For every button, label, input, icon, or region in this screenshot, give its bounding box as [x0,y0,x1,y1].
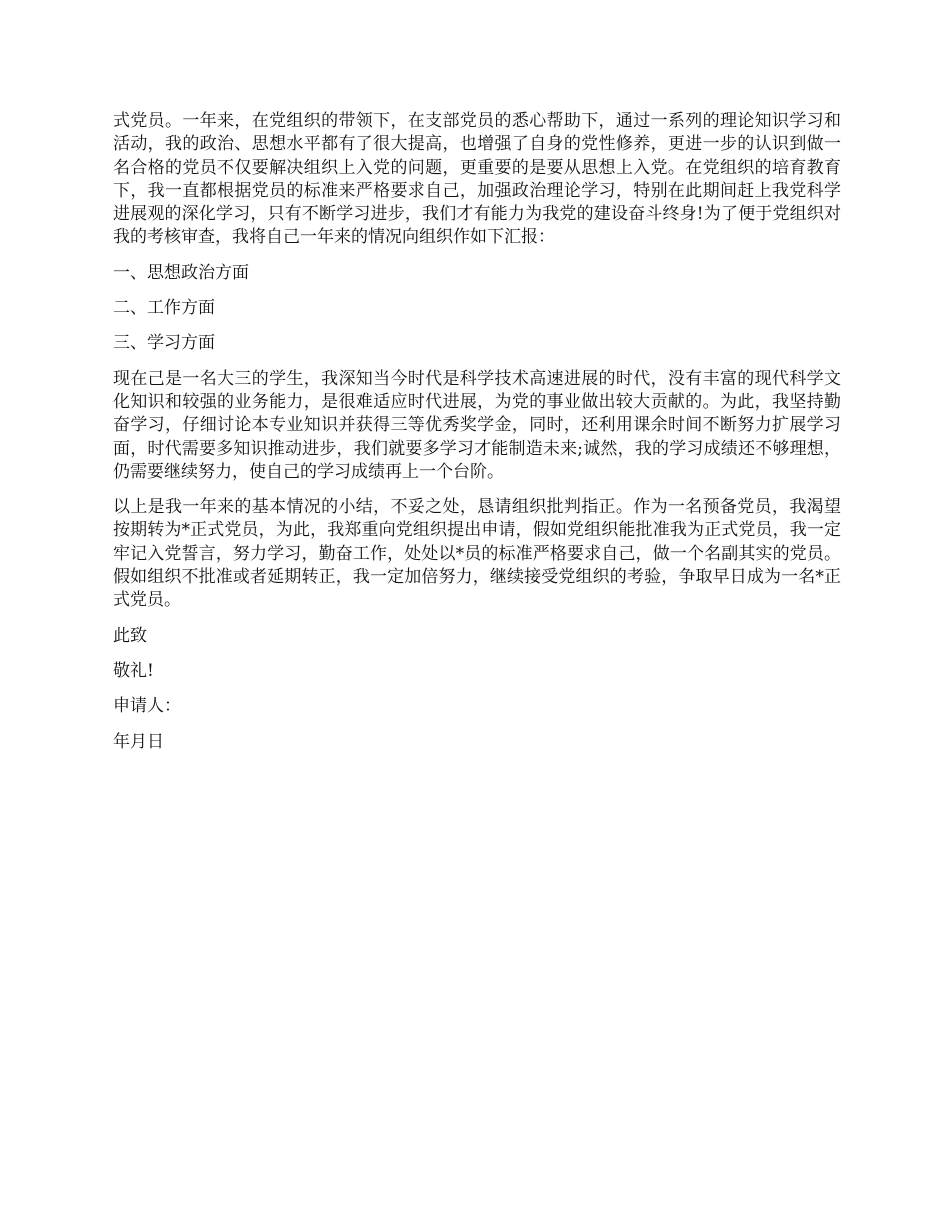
paragraph-intro: 式党员。一年来，在党组织的带领下，在支部党员的悉心帮助下，通过一系列的理论知识学习和活动，我的政治、思想水平都有了很大提高，也增强了自身的党性修养，更进一步的认识到做一名合格的党员不仅要解决组织上入党的问题，更重要的是要从思想上入党。在党组织的培育教育下，我一直都根据党员的标准来严格要求自己，加强政治理论学习，特别在此期间赶上我党科学进展观的深化学习，只有不断学习进步，我们才有能力为我党的建设奋斗终身!为了便于党组织对我的考核审查，我将自己一年来的情况向组织作如下汇报： [113,111,841,248]
paragraph-study: 现在己是一名大三的学生，我深知当今时代是科学技术高速进展的时代，没有丰富的现代科学文化知识和较强的业务能力，是很难适应时代进展，为党的事业做出较大贡献的。为此，我坚持勤奋学习，仔细讨论本专业知识并获得三等优秀奖学金，同时，还利用课余时间不断努力扩展学习面，时代需要多知识推动进步，我们就要多学习才能制造未来;诚然，我的学习成绩还不够理想，仍需要继续努力，使自己的学习成绩再上一个台阶。 [113,368,841,482]
heading-work: 二、工作方面 [113,298,215,319]
heading-political-thought: 一、思想政治方面 [113,262,249,283]
paragraph-summary: 以上是我一年来的基本情况的小结，不妥之处，恳请组织批判指正。作为一名预备党员，我渴望按期转为*正式党员，为此，我郑重向党组织提出申请，假如党组织能批准我为正式党员，我一定牢记入党誓言，努力学习，勤奋工作，处处以*员的标准严格要求自己，做一个名副其实的党员。假如组织不批准或者延期转正，我一定加倍努力，继续接受党组织的考验，争取早日成为一名*正式党员。 [113,497,841,611]
heading-study: 三、学习方面 [113,333,215,354]
document-body [113,110,841,766]
applicant-label: 申请人： [113,696,181,717]
closing-salutation: 此致 [113,625,147,646]
date-label: 年月日 [113,731,164,752]
closing-respect: 敬礼! [113,660,154,681]
